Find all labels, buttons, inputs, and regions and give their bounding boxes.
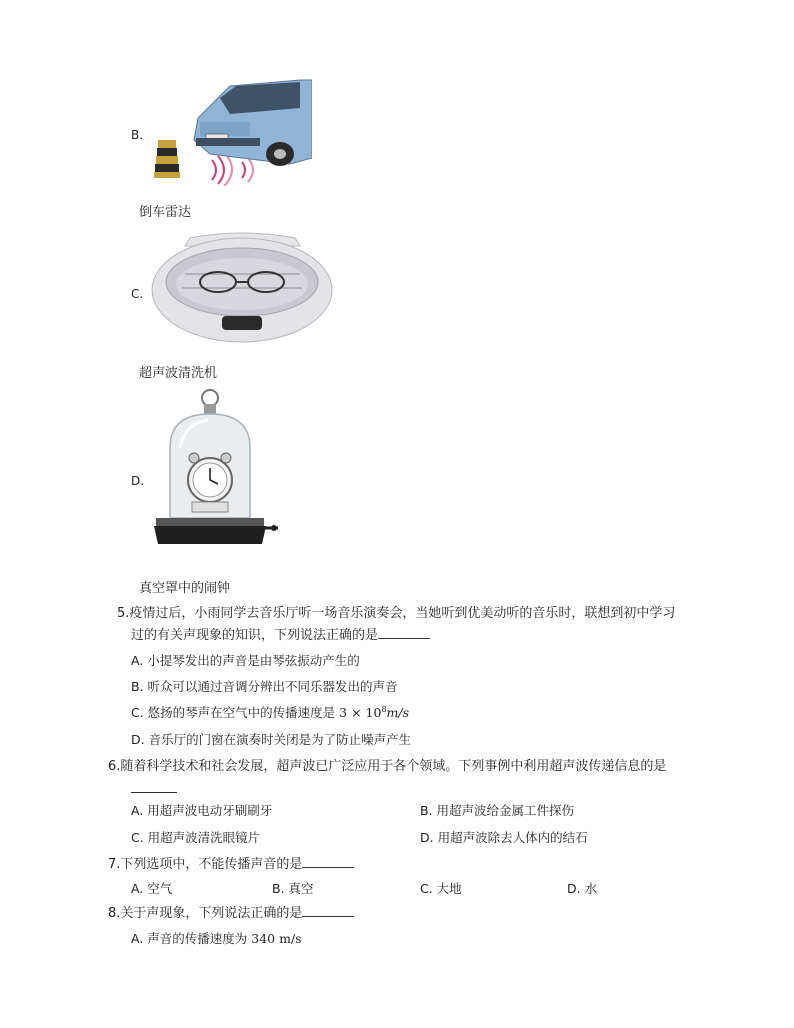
option-b-caption: 倒车雷达 — [139, 205, 192, 220]
question-7 — [108, 855, 354, 875]
question-7-option-a[interactable]: A. 空气 — [131, 881, 173, 896]
option-b-letter: B. — [131, 128, 144, 142]
ultrasonic-cleaner-image — [150, 228, 335, 345]
question-7-text: 下列选项中，不能传播声音的是 — [120, 857, 303, 872]
question-6-option-c[interactable]: C. 用超声波清洗眼镜片 — [131, 830, 261, 845]
question-6-option-d[interactable]: D. 用超声波除去人体内的结石 — [420, 830, 588, 845]
question-8-option-a-text: A. 声音的传播速度为 — [131, 931, 248, 946]
alarm-clock-in-vacuum-bell-jar-image — [150, 388, 280, 558]
option-d-letter: D. — [131, 474, 145, 488]
question-8 — [108, 904, 354, 924]
question-7-option-b[interactable]: B. 真空 — [272, 881, 314, 896]
option-c-caption: 超声波清洗机 — [139, 366, 218, 381]
question-7-option-d[interactable]: D. 水 — [567, 881, 598, 896]
question-5-option-c-text: C. 悠扬的琴声在空气中的传播速度是 — [131, 705, 336, 720]
option-c-letter: C. — [131, 287, 144, 301]
question-5-option-d[interactable]: D. 音乐厅的门窗在演奏时关闭是为了防止噪声产生 — [131, 732, 412, 747]
speed-of-sound-value: 340 m/s — [251, 931, 302, 946]
question-8-option-a[interactable] — [131, 929, 302, 947]
answer-blank[interactable] — [131, 792, 177, 793]
answer-blank[interactable] — [378, 626, 430, 639]
answer-blank[interactable] — [302, 904, 354, 917]
question-5-option-b[interactable]: B. 听众可以通过音调分辨出不同乐器发出的声音 — [131, 679, 398, 694]
question-6-option-b[interactable]: B. 用超声波给金属工件探伤 — [420, 803, 575, 818]
question-5-line2 — [131, 626, 771, 646]
question-8-text: 关于声现象，下列说法正确的是 — [120, 906, 303, 921]
question-5-number: 5. — [117, 606, 130, 621]
question-5-text-line1: 疫情过后，小雨同学去音乐厅听一场音乐演奏会，当她听到优美动听的音乐时，联想到初中学习 — [129, 606, 676, 621]
question-5-option-c[interactable] — [131, 703, 409, 721]
option-d-caption: 真空罩中的闹钟 — [139, 581, 231, 596]
question-7-number: 7. — [108, 857, 121, 872]
speed-of-light-value: $3 \times 10^8m/s$ — [339, 704, 410, 720]
question-6-number: 6. — [108, 759, 121, 774]
question-6-text: 随着科学技术和社会发展，超声波已广泛应用于各个领域。下列事例中利用超声波传递信息的是 — [120, 759, 667, 774]
question-6-option-a[interactable]: A. 用超声波电动牙刷刷牙 — [131, 803, 273, 818]
question-6 — [108, 757, 788, 777]
question-5-text-line2: 过的有关声现象的知识，下列说法正确的是 — [131, 628, 379, 643]
question-5-option-a[interactable]: A. 小提琴发出的声音是由琴弦振动产生的 — [131, 653, 360, 668]
question-8-number: 8. — [108, 906, 121, 921]
answer-blank[interactable] — [302, 855, 354, 868]
reversing-radar-car-image — [150, 78, 312, 186]
question-7-option-c[interactable]: C. 大地 — [420, 881, 462, 896]
question-5 — [117, 604, 777, 624]
